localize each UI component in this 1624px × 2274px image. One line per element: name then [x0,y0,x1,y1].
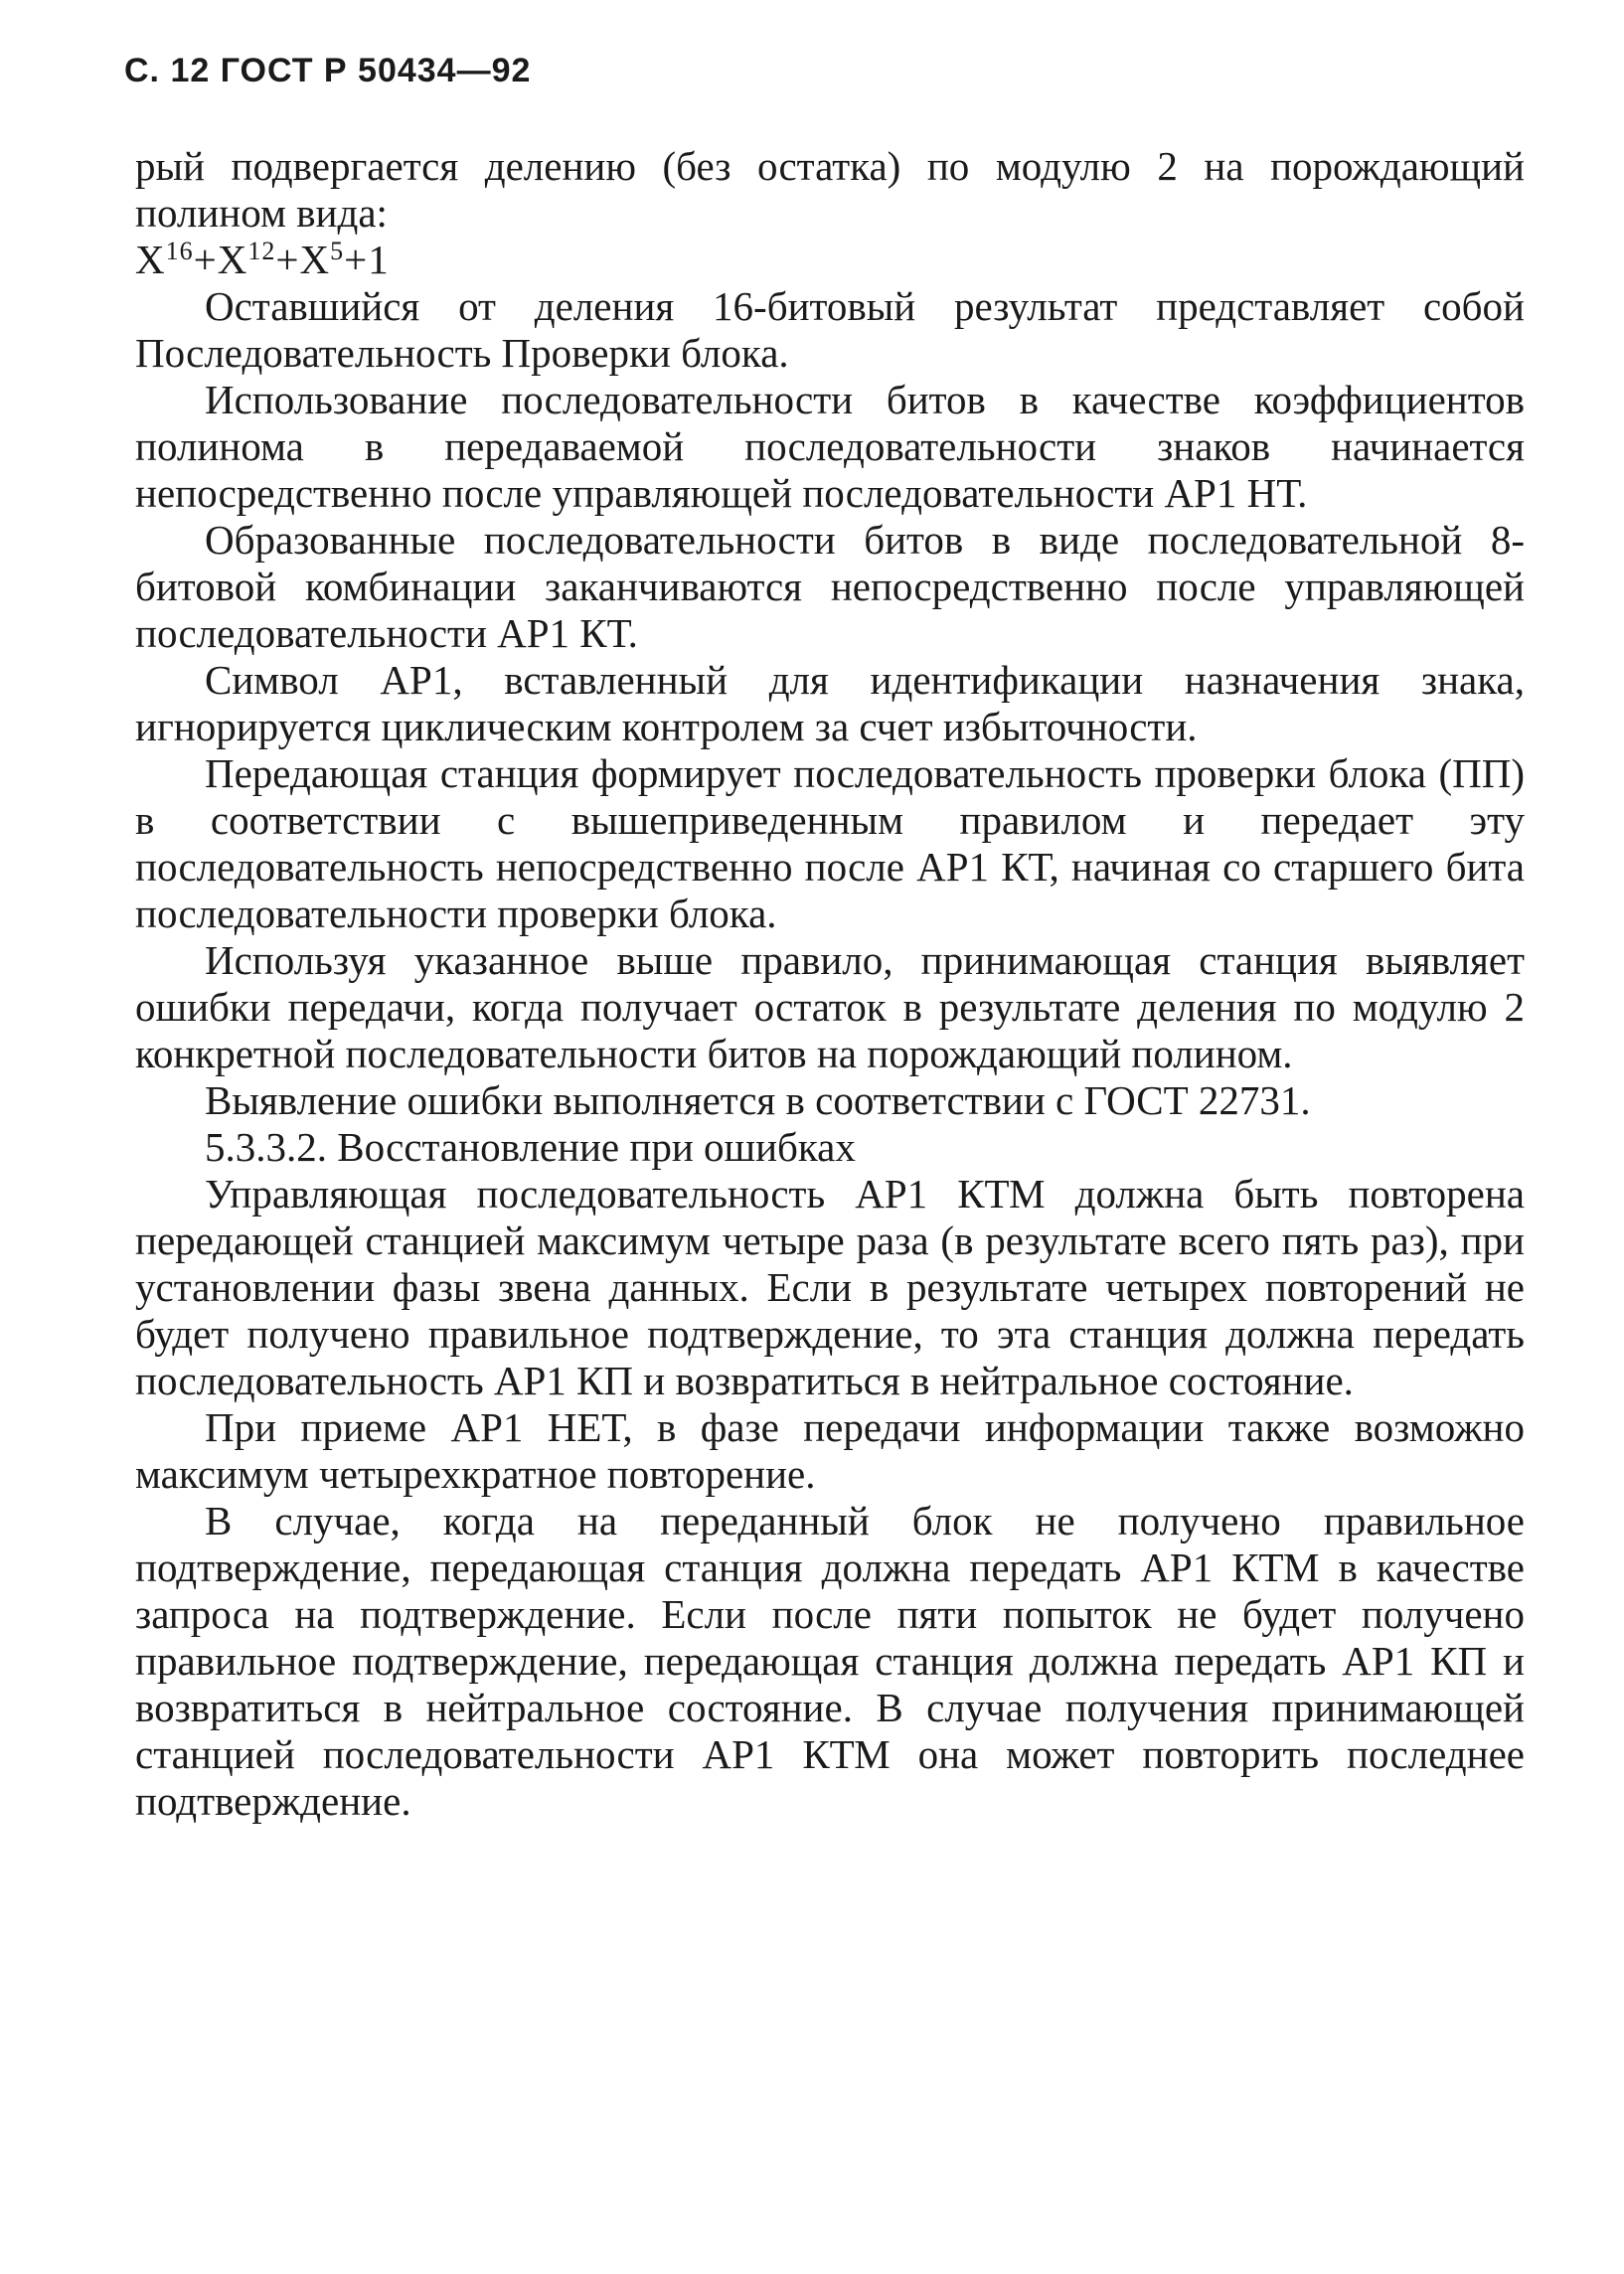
paragraph-usage: Использование последовательности битов в качестве коэффициентов полинома в передаваемой последовательности знаков начинается непосредственно после управляющей последовательности АР1 НТ. [135,377,1525,516]
formula-x2: X [217,237,248,282]
paragraph-case: В случае, когда на переданный блок не получено правильное подтверждение, передающая станция должна передать АР1 КТМ в качестве запроса на подтверждение. Если после пяти попыток не будет получено правильное подтверждение, передающая станция должна передать АР1 КП и возвратиться в нейтральное состояние. В случае получения принимающей станцией последовательности АР1 КТМ она может повторить последнее подтверждение. [135,1498,1525,1824]
paragraph-formed: Образованные последовательности битов в виде последовательной 8-битовой комбинации заканчиваются непосредственно после управляющей последовательности АР1 КТ. [135,517,1525,656]
formula-exp3: 5 [330,237,345,265]
paragraph-intro: рый подвергается делению (без остатка) по модулю 2 на порождающий полином вида: [135,143,1525,236]
running-head: С. 12 ГОСТ Р 50434—92 [124,52,532,89]
formula-x3: X [299,237,331,282]
paragraph-transmit: Передающая станция формирует последовательность проверки блока (ПП) в соответствии с вышеприведенным правилом и передает эту последовательность непосредственно после АР1 КТ, начиная со старшего бита последовательности проверки блока. [135,750,1525,936]
paragraph-symbol: Символ АР1, вставленный для идентификации назначения знака, игнорируется циклическим контролем за счет избыточности. [135,657,1525,749]
paragraph-remainder: Оставшийся от деления 16-битовый результат представляет собой Последовательность Проверки блока. [135,283,1525,376]
formula-exp2: 12 [247,237,276,265]
polynomial-formula [135,237,1525,283]
formula-plus1: + [193,237,218,282]
paragraph-gost-reference: Выявление ошибки выполняется в соответствии с ГОСТ 22731. [205,1077,1311,1123]
paragraph-net: При приеме АР1 НЕТ, в фазе передачи информации также возможно максимум четырехкратное повторение. [135,1404,1525,1497]
section-heading: 5.3.3.2. Восстановление при ошибках [205,1124,856,1170]
body-text [135,143,1525,1825]
formula-tail: +1 [344,237,390,282]
formula-x1: X [135,237,166,282]
formula-plus2: + [275,237,300,282]
paragraph-ktm: Управляющая последовательность АР1 КТМ должна быть повторена передающей станцией максимум четыре раза (в результате всего пять раз), при установлении фазы звена данных. Если в результате четырех повторений не будет получено правильное подтверждение, то эта станция должна передать последовательность АР1 КП и возвратиться в нейтральное состояние. [135,1171,1525,1403]
paragraph-receive: Используя указанное выше правило, принимающая станция выявляет ошибки передачи, когда получает остаток в результате деления по модулю 2 конкретной последовательности битов на порождающий полином. [135,937,1525,1076]
formula-exp1: 16 [165,237,194,265]
